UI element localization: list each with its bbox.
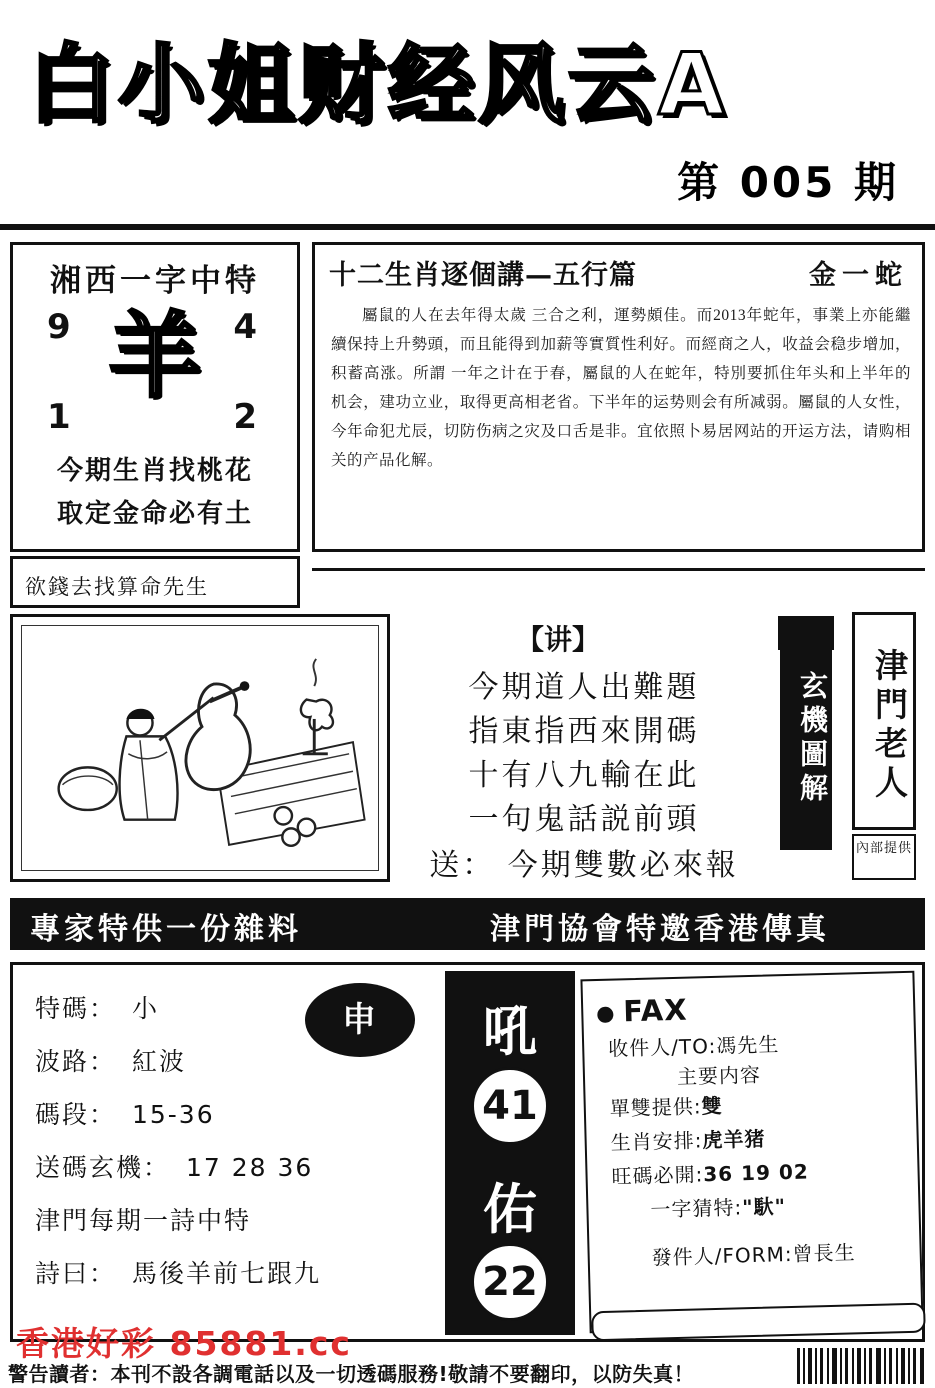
list-item-key: 送碼玄機：	[35, 1153, 171, 1182]
lucky-number-top-right: 4	[233, 307, 257, 347]
list-item-value: 馬後羊前七跟九	[131, 1259, 321, 1288]
fax-row	[650, 1190, 786, 1223]
fax-row-label: 旺碼必開:	[611, 1162, 704, 1189]
list-item-key: 碼段：	[35, 1100, 117, 1129]
fax-row	[609, 1090, 722, 1122]
issue-number: 第 005 期	[677, 158, 899, 207]
article-heading	[315, 253, 922, 292]
lucky-number-bottom-right: 2	[233, 397, 257, 437]
fortune-strip	[10, 556, 300, 608]
number-column	[445, 971, 575, 1335]
masthead	[0, 0, 935, 232]
poem-line-2: 指東指西來開碼	[468, 714, 700, 749]
list-item	[35, 1148, 465, 1184]
list-item-key: 詩曰：	[35, 1259, 117, 1288]
fax-row-value: 雙	[701, 1093, 723, 1119]
list-item-value: 15-36	[131, 1100, 215, 1129]
list-item-key: 波路：	[35, 1047, 117, 1076]
fax-row-label: 一字猜特:	[650, 1195, 743, 1222]
banner-right-text: 津門協會特邀香港傳真	[490, 912, 830, 947]
lucky-big-word: 羊	[108, 303, 201, 410]
lucky-number-box	[10, 242, 300, 552]
poem-line-1: 今期道人出難題	[468, 670, 700, 705]
list-item	[35, 1095, 465, 1131]
list-item-value: 17 28 36	[185, 1153, 314, 1182]
list-item	[35, 1254, 465, 1290]
fax-row-value: "馱"	[741, 1194, 787, 1220]
poem-send-line: 送： 今期雙數必來報	[429, 848, 739, 883]
jinmen-elder-plaque: 津門老人	[852, 612, 916, 830]
article-heading-right: 金一蛇	[809, 260, 908, 291]
banner-left-text: 專家特供一份雜料	[30, 912, 302, 947]
strip-divider	[312, 568, 925, 608]
xuanji-plaque: 玄機圖解	[780, 620, 832, 850]
internal-supply-note: 內部提供	[852, 834, 916, 880]
lucky-line-2: 取定金命必有土	[56, 499, 253, 529]
fax-row-value: 虎羊猪	[702, 1126, 766, 1153]
fax-to-label: 收件人/TO:	[607, 1033, 717, 1061]
fortune-strip-text: 欲錢去找算命先生	[25, 575, 209, 599]
illustration-box	[10, 614, 390, 882]
poem-block	[404, 614, 764, 882]
lucky-line-1: 今期生肖找桃花	[56, 456, 253, 486]
fax-row-label: 單雙提供:	[609, 1094, 702, 1121]
number-column-char-top: 吼	[483, 1000, 537, 1063]
list-item-key: 特碼：	[35, 994, 117, 1023]
fax-row	[610, 1123, 765, 1156]
fax-row-label: 生肖安排:	[610, 1128, 703, 1155]
lucky-number-bottom-left: 1	[47, 397, 71, 437]
list-item-value: 小	[131, 994, 159, 1023]
barcode	[797, 1348, 925, 1384]
list-item	[35, 1042, 465, 1078]
section-banner	[10, 898, 925, 950]
list-item	[35, 1201, 465, 1237]
fax-from-label: 發件人/FORM:	[651, 1241, 793, 1270]
page-title: 白小姐财经风云A	[28, 35, 729, 135]
fax-bullet-icon	[597, 1007, 613, 1023]
lucky-number-top-left: 9	[47, 307, 71, 347]
fax-from-row	[651, 1236, 856, 1270]
masthead-divider	[0, 224, 935, 230]
poem-bracket: 【讲】	[516, 623, 601, 656]
poem-line-4: 一句鬼話説前頭	[468, 802, 700, 837]
fax-title: FAX	[622, 992, 688, 1029]
fax-subject: 主要内容	[676, 1062, 762, 1089]
lottery-ball-bottom: 22	[471, 1243, 549, 1321]
seal-stamp: 申	[305, 983, 415, 1057]
article-body: 屬鼠的人在去年得太歲 三合之利，運勢頗佳。而2013年蛇年，事業上亦能繼續保持上升勢頭，而且能得到加薪等實質性利好。而經商之人，收益会稳步增加，积蓄高涨。所謂 一年之计在于春，屬鼠的人在蛇年，特別要抓住年头和上半年的机会，建功立业，取得更高相老省。下半年的运势则会有所减弱。屬鼠的人女性，今年命犯尤辰，切防伤病之灾及口舌是非。宜依照卜易居网站的开运方法，请购相关的产品化解。	[331, 307, 911, 469]
article-heading-left: 十二生肖逐個講—五行篇	[329, 260, 637, 291]
bottom-panel	[10, 962, 925, 1342]
fax-scroll	[580, 971, 923, 1334]
illustration-image	[21, 625, 379, 871]
poem-line-3: 十有八九輸在此	[468, 758, 700, 793]
zodiac-article	[312, 242, 925, 552]
list-item-value: 紅波	[131, 1047, 186, 1076]
lottery-ball-top: 41	[471, 1067, 549, 1145]
fax-to-value: 馮先生	[715, 1032, 780, 1058]
list-item-key: 津門每期一詩中特	[35, 1206, 252, 1235]
site-url: 85881.cc	[169, 1324, 352, 1363]
scroll-roller	[591, 1303, 926, 1342]
footer-warning: 警告讀者：本刊不設各調電話以及一切透碼服務!敬請不要翻印，以防失真！	[8, 1362, 695, 1386]
fax-row-value: 36 19 02	[703, 1159, 810, 1187]
fax-from-value: 曾長生	[792, 1240, 856, 1266]
lucky-box-title: 湘西一字中特	[50, 263, 260, 299]
fax-row	[611, 1156, 809, 1190]
fax-to-row	[608, 1028, 780, 1061]
number-column-char-bottom: 佑	[483, 1178, 537, 1241]
site-name: 香港好彩	[16, 1324, 156, 1363]
